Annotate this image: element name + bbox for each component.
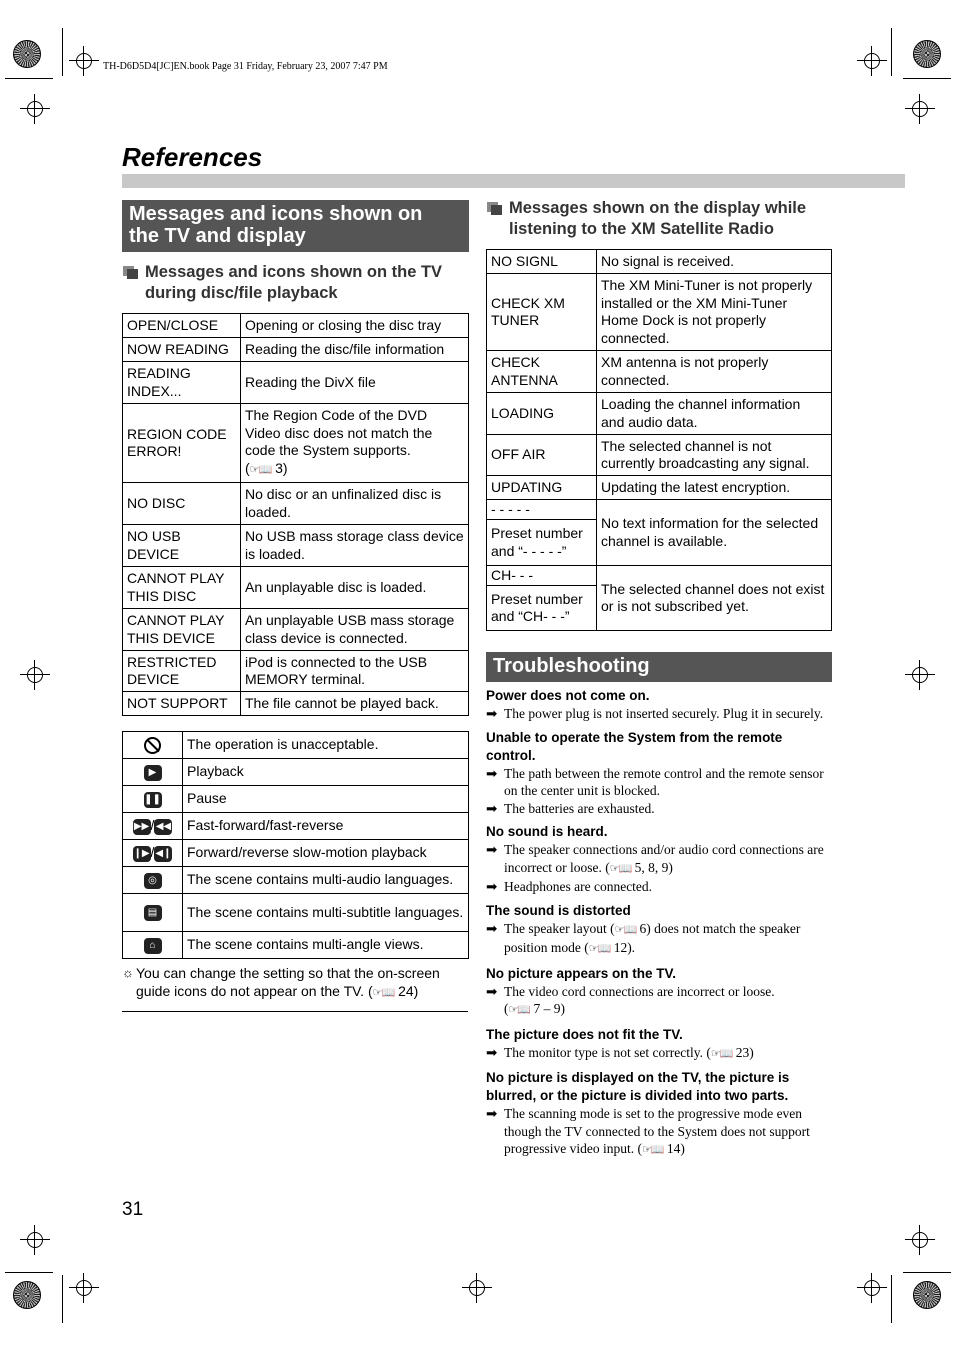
message-code: REGION CODE ERROR!	[123, 404, 241, 483]
message-code: NOW READING	[123, 338, 241, 362]
message-desc: The selected channel does not exist or is not subscribed yet.	[597, 566, 832, 631]
crosshair-mark	[462, 1273, 492, 1303]
page-reference: 12).	[613, 940, 636, 955]
solution-item	[486, 800, 832, 818]
fast-forward-icon: ▶▶	[133, 819, 151, 835]
solution-text: Headphones are connected.	[504, 879, 653, 894]
solution-text: The speaker layout (	[504, 920, 615, 936]
message-code: CANNOT PLAY THIS DEVICE	[123, 609, 241, 651]
solution-item	[486, 1105, 832, 1160]
arrow-icon: ➡	[486, 920, 498, 936]
message-code: - - - - -	[487, 500, 597, 520]
message-desc: XM antenna is not properly connected.	[597, 351, 832, 393]
solution-item	[486, 705, 832, 723]
arrow-icon: ➡	[486, 1044, 498, 1060]
solution-text: The monitor type is not set correctly. (	[504, 1044, 711, 1060]
icon-desc: Pause	[183, 786, 469, 813]
table-row	[123, 314, 469, 338]
problem-heading: Power does not come on.	[486, 688, 650, 703]
message-code: NO DISC	[123, 483, 241, 525]
page-reference: 5, 8, 9)	[634, 859, 673, 875]
page-reference: 7 – 9)	[533, 1001, 565, 1016]
table-row	[123, 813, 469, 840]
message-desc: The selected channel is not currently broadcasting any signal.	[597, 435, 832, 476]
icon-cell	[123, 867, 183, 894]
message-code: CHECK ANTENNA	[487, 351, 597, 393]
icon-cell	[123, 759, 183, 786]
table-row	[123, 567, 469, 609]
message-desc: Updating the latest encryption.	[597, 476, 832, 500]
reference-icon: ☞📖	[249, 463, 272, 476]
message-code: RESTRICTED DEVICE	[123, 651, 241, 692]
icon-desc: The scene contains multi-angle views.	[183, 932, 469, 959]
table-row	[487, 500, 832, 520]
table-row	[123, 609, 469, 651]
subheading-xm-radio	[487, 198, 832, 240]
trim-line	[62, 28, 63, 76]
trim-line	[891, 28, 892, 76]
subheading-disc-playback	[123, 262, 469, 304]
message-code: UPDATING	[487, 476, 597, 500]
message-code: OFF AIR	[487, 435, 597, 476]
table-row	[123, 786, 469, 813]
icons-table	[122, 731, 469, 959]
registration-rosette	[913, 40, 941, 68]
table-row	[123, 867, 469, 894]
table-row	[487, 250, 832, 274]
problem-heading: No picture appears on the TV.	[486, 965, 677, 981]
prohibited-icon	[144, 737, 161, 754]
icon-cell: ❙▶/◀❙	[123, 840, 183, 867]
crosshair-mark	[20, 1225, 50, 1255]
subheading-line: listening to the XM Satellite Radio	[509, 220, 774, 238]
messages-table	[122, 313, 469, 716]
registration-rosette	[13, 1281, 41, 1309]
table-row	[123, 932, 469, 959]
icon-cell	[123, 786, 183, 813]
subheading-line: Messages and icons shown on the TV	[145, 263, 443, 281]
icon-desc: Forward/reverse slow-motion playback	[183, 840, 469, 867]
solution-item	[486, 1044, 832, 1064]
problem-heading: No sound is heard.	[486, 824, 608, 839]
table-row	[123, 840, 469, 867]
solution-item	[486, 920, 832, 959]
table-row	[123, 651, 469, 692]
table-row	[123, 692, 469, 716]
table-row	[123, 404, 469, 483]
slow-reverse-icon: ◀❙	[154, 846, 172, 862]
icon-desc: Playback	[183, 759, 469, 786]
icon-desc: The operation is unacceptable.	[183, 732, 469, 759]
message-desc-text: The Region Code of the DVD Video disc does not match the code the System supports.	[245, 407, 433, 458]
arrow-icon: ➡	[486, 706, 498, 721]
trim-line	[5, 1272, 53, 1273]
tip-note	[122, 964, 468, 1002]
title-rule	[122, 174, 905, 188]
message-desc: No text information for the selected channel is available.	[597, 500, 832, 566]
tip-note-line: You can change the setting so that the on-screen	[136, 965, 440, 981]
crosshair-mark	[905, 660, 935, 690]
square-bullet-icon	[487, 202, 502, 215]
solution-text: The batteries are exhausted.	[504, 800, 655, 816]
troubleshooting-list	[486, 687, 832, 1160]
page-reference: 14)	[666, 1141, 685, 1156]
icon-cell	[123, 932, 183, 959]
table-row	[123, 338, 469, 362]
solution-text: The scanning mode is set to the progressive mode even though the TV connected to the System does not support progressive video input. (	[504, 1106, 810, 1156]
table-row	[487, 435, 832, 476]
solution-text: The video cord connections are incorrect or loose.	[504, 983, 775, 999]
message-desc: The file cannot be played back.	[241, 692, 469, 716]
problem-heading: Unable to operate the System from the remote control.	[486, 729, 783, 763]
icon-cell	[123, 894, 183, 932]
table-row	[487, 274, 832, 351]
tip-note-line	[136, 982, 468, 1002]
solution-item	[486, 765, 832, 800]
message-desc: Reading the disc/file information	[241, 338, 469, 362]
section-heading-line: the TV and display	[129, 225, 306, 247]
section-heading-troubleshooting: Troubleshooting	[486, 652, 832, 682]
problem-heading: The sound is distorted	[486, 902, 631, 918]
message-code: OPEN/CLOSE	[123, 314, 241, 338]
lightbulb-icon: ☼	[122, 965, 134, 980]
crosshair-mark	[905, 94, 935, 124]
divider	[122, 1011, 468, 1012]
subheading-line: during disc/file playback	[145, 284, 338, 302]
solution-text: The power plug is not inserted securely. Plug it in securely.	[504, 706, 824, 721]
message-code: Preset number and “- - - - -”	[487, 520, 597, 566]
trim-line	[903, 78, 951, 79]
solution-item	[486, 841, 832, 878]
page-number: 31	[122, 1199, 144, 1220]
play-icon: ▶	[144, 765, 162, 781]
icon-desc: The scene contains multi-audio languages.	[183, 867, 469, 894]
square-bullet-icon	[123, 266, 138, 279]
crosshair-mark	[857, 1273, 887, 1303]
tip-note-text: guide icons do not appear on the TV. (	[136, 983, 373, 999]
reference-icon: ☞📖	[710, 1047, 733, 1060]
message-code: CHECK XM TUNER	[487, 274, 597, 351]
table-row	[487, 393, 832, 435]
table-row	[487, 566, 832, 586]
message-desc: iPod is connected to the USB MEMORY terminal.	[241, 651, 469, 692]
xm-messages-table	[486, 249, 832, 631]
table-row	[487, 476, 832, 500]
table-row	[123, 525, 469, 567]
solution-item: ➡ The video cord connections are incorrect or loose. (☞📖 7 – 9)	[486, 983, 832, 1020]
arrow-icon: ➡	[486, 765, 498, 781]
page-reference: 3)	[275, 459, 288, 476]
arrow-icon: ➡	[486, 879, 498, 894]
crosshair-mark	[69, 46, 99, 76]
table-row	[123, 894, 469, 932]
subheading-line: Messages shown on the display while	[509, 199, 807, 217]
message-desc: No signal is received.	[597, 250, 832, 274]
table-row	[123, 732, 469, 759]
problem-heading: No picture is displayed on the TV, the picture is blurred, or the picture is divided into two parts.	[486, 1070, 790, 1103]
multi-angle-icon: ⌂	[144, 938, 162, 954]
registration-rosette	[13, 40, 41, 68]
message-code: CANNOT PLAY THIS DISC	[123, 567, 241, 609]
trim-line	[903, 1272, 951, 1273]
solution-item	[486, 878, 832, 896]
reference-icon: ☞📖	[372, 987, 395, 999]
message-code: NO USB DEVICE	[123, 525, 241, 567]
table-row	[487, 351, 832, 393]
message-desc: An unplayable USB mass storage class device is connected.	[241, 609, 469, 651]
page-reference: 23)	[735, 1044, 754, 1060]
message-desc: No USB mass storage class device is loaded.	[241, 525, 469, 567]
arrow-icon: ➡	[486, 842, 498, 857]
message-code: Preset number and “CH- - -”	[487, 586, 597, 631]
crosshair-mark	[20, 94, 50, 124]
crosshair-mark	[20, 660, 50, 690]
multi-subtitle-icon: ▤	[144, 905, 162, 921]
solution-text: The speaker connections and/or audio cord connections are incorrect or loose. (	[504, 842, 824, 875]
section-heading-line: Messages and icons shown on	[129, 203, 423, 225]
solution-text: 6) does not match the speaker position mode (	[504, 920, 801, 955]
crosshair-mark	[905, 1225, 935, 1255]
message-desc: The XM Mini-Tuner is not properly installed or the XM Mini-Tuner Home Dock is not properly connected.	[597, 274, 832, 351]
fast-reverse-icon: ◀◀	[154, 819, 172, 835]
arrow-icon: ➡	[486, 1106, 498, 1121]
slow-forward-icon: ❙▶	[133, 846, 151, 862]
table-row	[123, 362, 469, 404]
icon-cell: ▶▶/◀◀	[123, 813, 183, 840]
message-code: NOT SUPPORT	[123, 692, 241, 716]
trim-line	[5, 78, 53, 79]
message-desc: Loading the channel information and audio data.	[597, 393, 832, 435]
message-desc: An unplayable disc is loaded.	[241, 567, 469, 609]
message-desc: Reading the DivX file	[241, 362, 469, 404]
message-desc: Opening or closing the disc tray	[241, 314, 469, 338]
page-title: References	[122, 142, 263, 172]
arrow-icon: ➡	[486, 983, 498, 999]
crosshair-mark	[69, 1273, 99, 1303]
message-code: CH- - -	[487, 566, 597, 586]
trim-line	[62, 1275, 63, 1323]
message-desc: The Region Code of the DVD Video disc does not match the code the System supports. (☞📖 3)	[241, 404, 469, 483]
message-code: LOADING	[487, 393, 597, 435]
reference-icon: ☞📖	[641, 1144, 664, 1156]
message-desc: No disc or an unfinalized disc is loaded.	[241, 483, 469, 525]
trim-line	[891, 1275, 892, 1323]
section-heading-messages-icons	[122, 200, 469, 252]
reference-icon: ☞📖	[614, 923, 637, 936]
table-row	[123, 759, 469, 786]
pause-icon: ❚❚	[144, 792, 162, 808]
reference-icon: ☞📖	[588, 943, 611, 955]
arrow-icon: ➡	[486, 800, 498, 816]
reference-icon: ☞📖	[609, 862, 632, 875]
reference-icon: ☞📖	[508, 1004, 531, 1016]
multi-audio-icon: ◎	[144, 873, 162, 889]
table-row	[123, 483, 469, 525]
icon-desc: Fast-forward/fast-reverse	[183, 813, 469, 840]
icon-desc: The scene contains multi-subtitle languages.	[183, 894, 469, 932]
icon-cell	[123, 732, 183, 759]
problem-heading: The picture does not fit the TV.	[486, 1026, 683, 1042]
registration-rosette	[913, 1281, 941, 1309]
message-code: READING INDEX...	[123, 362, 241, 404]
message-code: NO SIGNL	[487, 250, 597, 274]
solution-text: The path between the remote control and the remote sensor on the center unit is blocked.	[504, 765, 824, 798]
crosshair-mark	[857, 46, 887, 76]
print-header: TH-D6D5D4[JC]EN.book Page 31 Friday, February 23, 2007 7:47 PM	[103, 61, 388, 72]
page-reference: 24)	[398, 983, 419, 999]
